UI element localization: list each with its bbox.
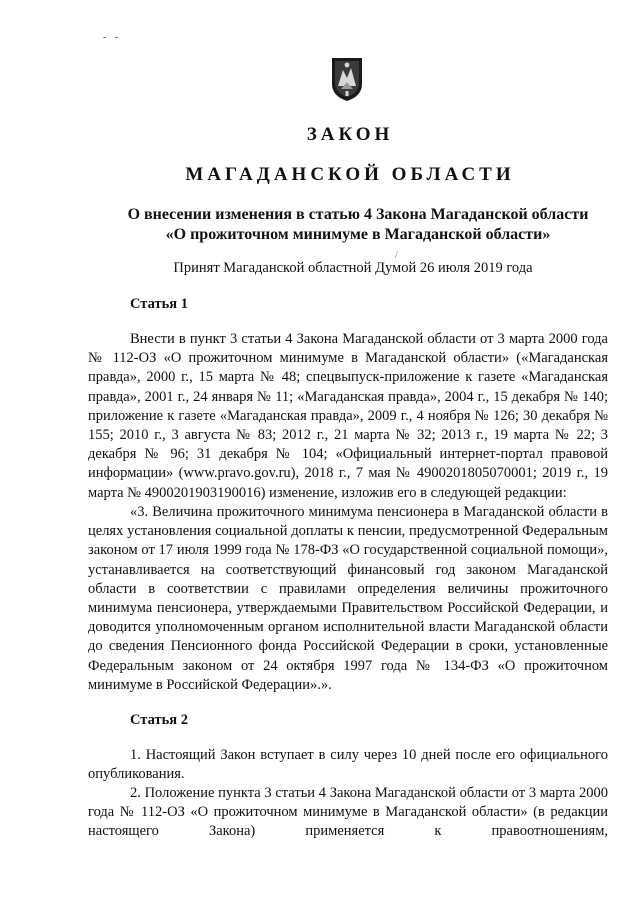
article-1-heading: Статья 1 xyxy=(130,296,188,312)
scan-tick-mark: / xyxy=(395,250,398,261)
law-subject xyxy=(88,205,628,245)
adoption-note: Принят Магаданской областной Думой 26 июля 2019 года xyxy=(173,260,533,276)
law-subject-line-1: О внесении изменения в статью 4 Закона Магаданской области xyxy=(127,206,589,223)
article-1-paragraph-1-text: Внести в пункт 3 статьи 4 Закона Магаданской области от 3 марта 2000 года № 112-ОЗ «О прожиточном минимуме в Магаданской области» («Магаданская правда», 2000 г., 15 марта № 48; спецвыпуск-приложение к газете «Магаданская правда», 2001 г., 24 января № 11; «Магаданская правда», 2004 г., 15 декабря № 140; приложение к газете «Магаданская правда», 2009 г., 4 ноября № 126; 30 декабря № 155; 2010 г., 3 августа № 83; 2012 г., 21 марта № 32; 2013 г., 19 марта № 22; 3 декабря № 96; 31 декабря № 104; «Официальный интернет-портал правовой информации» (www.pravo.gov.ru), 2018 г., 7 мая № 4900201805070001; 2019 г., 19 марта № 4900201903190016) изменение, изложив его в следующей редакции: xyxy=(88,331,608,501)
document-title-law: ЗАКОН xyxy=(306,124,394,145)
scan-marks: - - xyxy=(103,32,122,43)
article-1-paragraph-1 xyxy=(88,330,608,503)
document-title-region: МАГАДАНСКОЙ ОБЛАСТИ xyxy=(185,164,515,185)
law-subject-line-2: «О прожиточном минимуме в Магаданской области» xyxy=(165,226,551,243)
article-2-paragraph-1 xyxy=(88,746,608,784)
article-2-heading: Статья 2 xyxy=(130,712,188,728)
magadan-coat-of-arms-icon xyxy=(330,56,364,102)
article-2-paragraph-1-text: 1. Настоящий Закон вступает в силу через 10 дней после его официального опубликования. xyxy=(88,747,608,783)
article-1-paragraph-2 xyxy=(88,503,608,695)
article-1-paragraph-2-text: «3. Величина прожиточного минимума пенсионера в Магаданской области в целях установления социальной доплаты к пенсии, предусмотренной Федеральным законом от 17 июля 1999 года № 178-ФЗ «О государственной социальной помощи», устанавливается на соответствующий финансовый год законом Магаданской области в соответствии с правилами определения величины прожиточного минимума пенсионера, утверждаемыми Правительством Российской Федерации, и доводится уполномоченным органом исполнительной власти Магаданской области до сведения Пенсионного фонда Российской Федерации в сроки, установленные Федеральным законом от 24 октября 1997 года № 134-ФЗ «О прожиточном минимуме в Российской Федерации».». xyxy=(88,504,608,693)
article-2-paragraph-2-text: 2. Положение пункта 3 статьи 4 Закона Магаданской области от 3 марта 2000 года № 112-ОЗ «О прожиточном минимуме в Магаданской области» (в редакции настоящего Закона) применяется к правоотношениям, xyxy=(88,785,608,840)
article-2-paragraph-2 xyxy=(88,784,608,842)
